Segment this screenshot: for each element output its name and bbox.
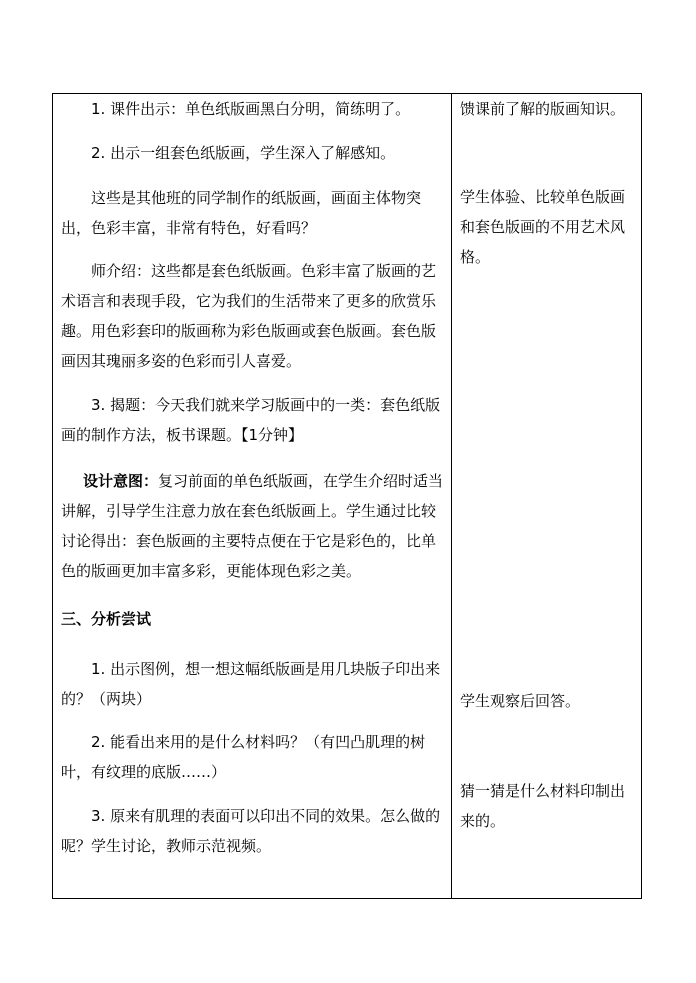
activity-answer-text: 学生观察后回答。 <box>460 692 581 710</box>
step-3-text: 3. 揭题：今天我们就来学习版画中的一类：套色纸版画的制作方法，板书课题。【1分钟】 <box>61 396 441 444</box>
teacher-intro-text: 师介绍：这些都是套色纸版画。色彩丰富了版画的艺术语言和表现手段，它为我们的生活带来了更多的欣赏乐趣。用色彩套印的版画称为彩色版画或套色版画。套色版画因其瑰丽多姿的色彩而引人喜爱。 <box>61 262 437 370</box>
question-2-text: 2. 能看出来用的是什么材料吗？（有凹凸肌理的树叶，有纹理的底版……） <box>61 733 426 781</box>
activity-review-text: 馈课前了解的版画知识。 <box>460 100 626 118</box>
activity-guess-text: 猜一猜是什么材料印制出来的。 <box>460 782 626 830</box>
step-1-text: 1. 课件出示：单色纸版画黑白分明，简练明了。 <box>91 100 411 118</box>
intro-question-text: 这些是其他班的同学制作的纸版画，画面主体物突出，色彩丰富，非常有特色，好看吗？ <box>61 189 422 237</box>
design-intent-paragraph <box>61 466 445 586</box>
question-3-text: 3. 原来有肌理的表面可以印出不同的效果。怎么做的呢？学生讨论，教师示范视频。 <box>61 807 441 855</box>
design-intent-label: 设计意图： <box>83 472 159 490</box>
lesson-plan-table <box>52 93 642 899</box>
section-heading: 三、分析尝试 <box>61 610 152 628</box>
design-intent-text: 复习前面的单色纸版画，在学生介绍时适当讲解，引导学生注意力放在套色纸版画上。学生通过比较讨论得出：套色版画的主要特点便在于它是彩色的，比单色的版画更加丰富多彩，更能体现色彩之美。 <box>61 472 444 580</box>
column-divider <box>451 94 452 898</box>
activity-compare-text: 学生体验、比较单色版画和套色版画的不用艺术风格。 <box>460 188 626 266</box>
question-1-text: 1. 出示图例，想一想这幅纸版画是用几块版子印出来的？（两块） <box>61 660 441 708</box>
step-2-text: 2. 出示一组套色纸版画，学生深入了解感知。 <box>91 144 396 162</box>
